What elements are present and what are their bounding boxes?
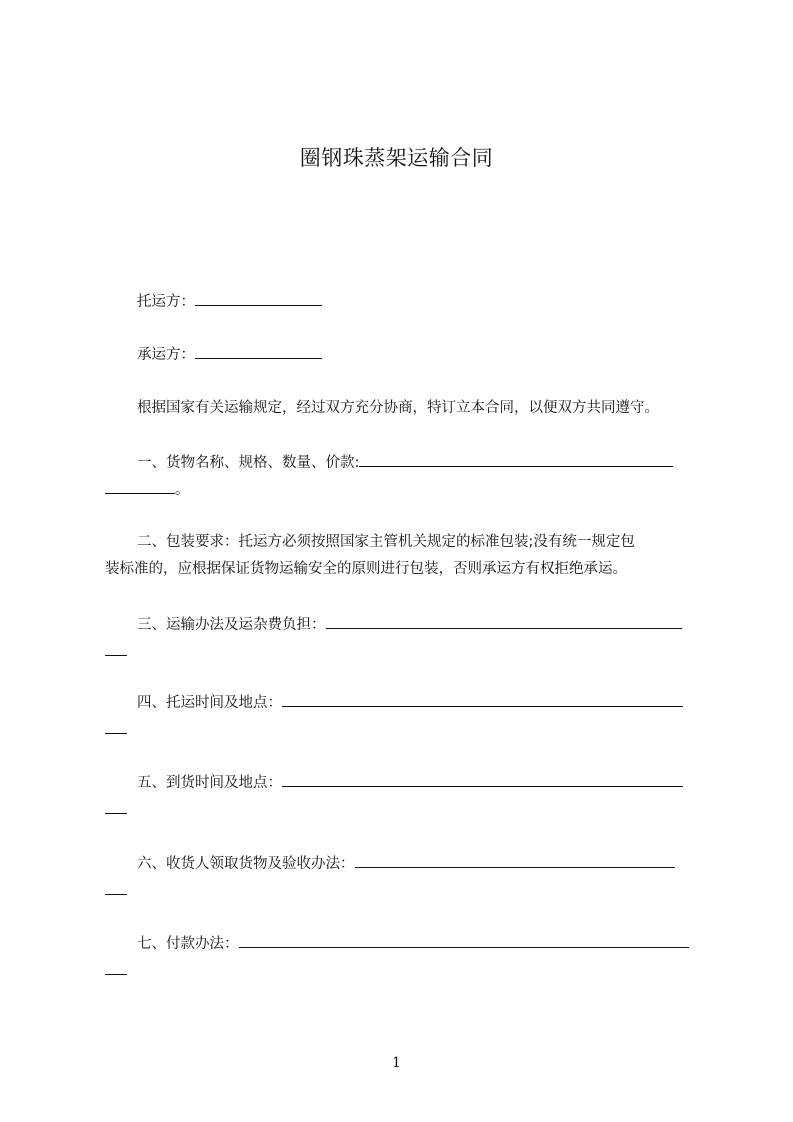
clause-4-blank <box>282 692 683 707</box>
clause-3-label: 三、运输办法及运杂费负担： <box>137 617 326 633</box>
clause-7 <box>105 933 737 954</box>
clause-4-label: 四、托运时间及地点： <box>137 695 282 711</box>
clause-2-line-2: 装标准的，应根据保证货物运输安全的原则进行包装，否则承运方有权拒绝承运。 <box>105 561 627 577</box>
clause-1-label: 一、货物名称、规格、数量、价款: <box>137 455 360 471</box>
clause-6-blank <box>355 853 675 868</box>
carrier-line <box>105 344 737 365</box>
document-title: 圈钢珠蒸架运输合同 <box>299 146 494 170</box>
shipper-line <box>105 291 737 312</box>
clause-5-blank-2 <box>105 799 127 814</box>
page-number: 1 <box>392 1055 401 1071</box>
clause-4 <box>105 692 737 713</box>
clause-3 <box>105 614 737 635</box>
carrier-blank <box>195 344 322 359</box>
clause-4-blank-2 <box>105 719 127 734</box>
clause-1 <box>105 452 737 473</box>
clause-7-blank-2 <box>105 960 127 975</box>
carrier-label: 承运方： <box>137 347 195 363</box>
clause-4-continuation <box>105 719 705 740</box>
clause-6-continuation <box>105 880 705 901</box>
shipper-label: 托运方： <box>137 294 195 310</box>
clause-5-label: 五、到货时间及地点： <box>137 775 282 791</box>
clause-6-blank-2 <box>105 880 127 895</box>
clause-5-continuation <box>105 799 705 820</box>
preamble: 根据国家有关运输规定，经过双方充分协商，特订立本合同，以便双方共同遵守。 <box>137 400 659 416</box>
clause-7-blank <box>239 933 689 948</box>
clause-1-blank-2 <box>105 479 175 494</box>
clause-7-continuation <box>105 960 705 981</box>
clause-6 <box>105 853 737 874</box>
clause-3-continuation <box>105 641 705 662</box>
clause-5 <box>105 772 737 793</box>
clause-2-line-1: 二、包装要求：托运方必须按照国家主管机关规定的标准包装;没有统一规定包 <box>137 534 635 550</box>
clause-6-label: 六、收货人领取货物及验收办法： <box>137 856 355 872</box>
clause-1-end: 。 <box>175 482 190 498</box>
clause-7-label: 七、付款办法： <box>137 936 239 952</box>
clause-3-blank-2 <box>105 641 127 656</box>
clause-1-continuation <box>105 479 705 500</box>
shipper-blank <box>195 291 322 306</box>
clause-5-blank <box>282 772 683 787</box>
clause-1-blank <box>359 452 673 467</box>
clause-3-blank <box>326 614 682 629</box>
